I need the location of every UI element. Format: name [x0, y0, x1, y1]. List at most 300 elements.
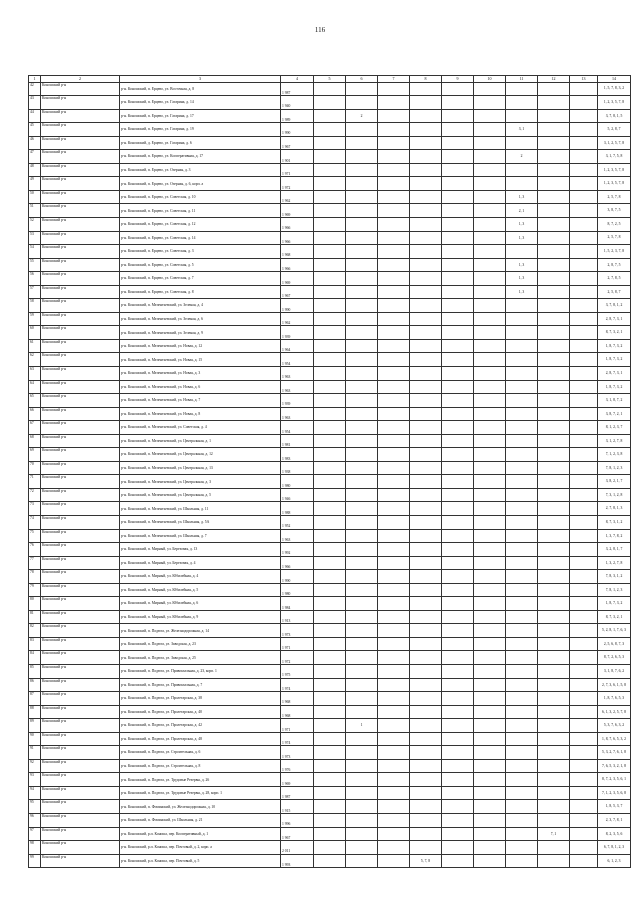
year-built-cell: 1 938 — [281, 461, 314, 475]
district-cell: Коношский р-н — [41, 719, 120, 733]
page-number: 116 — [314, 26, 326, 34]
col-11-cell — [506, 570, 538, 584]
col-12-cell — [538, 651, 570, 665]
col-11-cell — [506, 312, 538, 326]
district-cell: Коношский р-н — [41, 82, 120, 96]
col-9-cell — [442, 827, 474, 841]
col-13-cell — [570, 177, 598, 191]
col-14-cell: 1, 5, 7, 8, 3, 2 — [598, 82, 631, 96]
col-6-cell — [346, 231, 378, 245]
col-9-cell — [442, 326, 474, 340]
year-built-cell: 1 987 — [281, 786, 314, 800]
col-13-cell — [570, 719, 598, 733]
col-12-cell — [538, 475, 570, 489]
col-9-cell — [442, 190, 474, 204]
col-7-cell — [378, 624, 410, 638]
col-5-cell — [314, 719, 346, 733]
row-number-cell: 97 — [29, 827, 41, 841]
col-8-cell — [410, 177, 442, 191]
col-5-cell — [314, 637, 346, 651]
col-9-cell — [442, 814, 474, 828]
col-8-cell — [410, 814, 442, 828]
district-cell: Коношский р-н — [41, 272, 120, 286]
col-7-cell — [378, 448, 410, 462]
col-13-cell — [570, 732, 598, 746]
col-5-cell — [314, 773, 346, 787]
col-13-cell — [570, 448, 598, 462]
year-built-cell: 1 939 — [281, 394, 314, 408]
col-7-cell — [378, 678, 410, 692]
col-11-cell: 1, 3 — [506, 258, 538, 272]
col-7-cell — [378, 394, 410, 408]
year-built-cell: 1 939 — [281, 326, 314, 340]
col-5-cell — [314, 109, 346, 123]
col-13-cell — [570, 759, 598, 773]
col-5-cell — [314, 407, 346, 421]
col-14-cell: 1, 8, 7, 6, 5, 3 — [598, 692, 631, 706]
col-9-cell — [442, 421, 474, 435]
table-row — [29, 448, 631, 462]
address-cell: р-н. Коношский, п. Мелентьевский, ул. Центральная, д. 1 — [120, 434, 281, 448]
col-11-cell — [506, 163, 538, 177]
address-cell: р-н. Коношский, п. Подюга, ул. Трудовые Резервы, д. 28, корп. 1 — [120, 786, 281, 800]
col-7-cell — [378, 597, 410, 611]
col-6-cell — [346, 597, 378, 611]
col-7-cell — [378, 786, 410, 800]
col-8-cell — [410, 488, 442, 502]
col-13-cell — [570, 583, 598, 597]
col-10-cell — [474, 380, 506, 394]
col-9-cell — [442, 380, 474, 394]
district-cell: Коношский р-н — [41, 394, 120, 408]
table-row — [29, 610, 631, 624]
col-5-cell — [314, 190, 346, 204]
address-cell: р-н. Коношский, п. Мелентьевский, ул. Центральная, д. 12 — [120, 448, 281, 462]
col-5-cell — [314, 502, 346, 516]
col-5-cell — [314, 543, 346, 557]
col-10-cell — [474, 841, 506, 855]
col-11-cell — [506, 516, 538, 530]
col-6-cell — [346, 339, 378, 353]
col-5-cell — [314, 231, 346, 245]
col-7-cell — [378, 488, 410, 502]
col-12-cell — [538, 407, 570, 421]
district-cell: Коношский р-н — [41, 326, 120, 340]
col-13-cell — [570, 746, 598, 760]
col-13-cell — [570, 163, 598, 177]
address-cell: р-н. Коношский, п. Мелентьевский, ул. Центральная, д. 13 — [120, 461, 281, 475]
col-11-cell — [506, 245, 538, 259]
col-11-cell — [506, 434, 538, 448]
year-built-cell: 1 969 — [281, 204, 314, 218]
year-built-cell: 2 011 — [281, 841, 314, 855]
col-6-cell — [346, 841, 378, 855]
col-8-cell — [410, 556, 442, 570]
district-cell: Коношский р-н — [41, 488, 120, 502]
col-10-cell — [474, 407, 506, 421]
col-9-cell — [442, 123, 474, 137]
col-5-cell — [314, 434, 346, 448]
col-13-cell — [570, 326, 598, 340]
col-11-cell — [506, 82, 538, 96]
row-number-cell: 61 — [29, 339, 41, 353]
col-6-cell — [346, 421, 378, 435]
col-10-cell — [474, 516, 506, 530]
table-row — [29, 82, 631, 96]
col-13-cell — [570, 854, 598, 868]
col-8-cell — [410, 678, 442, 692]
col-9-cell — [442, 692, 474, 706]
row-number-cell: 89 — [29, 719, 41, 733]
col-14-cell: 1, 8, 7, 3, 2 — [598, 380, 631, 394]
col-11-cell — [506, 800, 538, 814]
col-13-cell — [570, 597, 598, 611]
col-14-cell: 3, 7, 8, 1, 2 — [598, 299, 631, 313]
year-built-cell: 1 980 — [281, 583, 314, 597]
col-10-cell — [474, 814, 506, 828]
col-5-cell — [314, 177, 346, 191]
district-cell: Коношский р-н — [41, 597, 120, 611]
row-number-cell: 62 — [29, 353, 41, 367]
district-cell: Коношский р-н — [41, 516, 120, 530]
district-cell: Коношский р-н — [41, 312, 120, 326]
column-number: 8 — [410, 76, 442, 83]
table-row — [29, 746, 631, 760]
col-10-cell — [474, 448, 506, 462]
address-cell: р-н. Коношский, п. Ерцево, ул. Советская, д. 5 — [120, 258, 281, 272]
col-5-cell — [314, 461, 346, 475]
col-11-cell — [506, 719, 538, 733]
row-number-cell: 82 — [29, 624, 41, 638]
address-cell: р-н. Коношский, п. Мирный, ул. Юбилейная, д. 6 — [120, 597, 281, 611]
col-5-cell — [314, 204, 346, 218]
address-cell: р-н. Коношский, п. Ерцево, ул. Советская, д. 3 — [120, 245, 281, 259]
col-11-cell — [506, 732, 538, 746]
col-14-cell: 2, 7, 8, 5 — [598, 272, 631, 286]
col-14-cell: 2, 5, 7, 8 — [598, 190, 631, 204]
row-number-cell: 92 — [29, 759, 41, 773]
col-5-cell — [314, 556, 346, 570]
address-cell: р-н. Коношский, п. Подюга, ул. Железнодорожная, д. 14 — [120, 624, 281, 638]
table-row — [29, 543, 631, 557]
col-7-cell — [378, 82, 410, 96]
col-11-cell — [506, 705, 538, 719]
district-cell: Коношский р-н — [41, 556, 120, 570]
row-number-cell: 83 — [29, 637, 41, 651]
col-14-cell: 8, 7, 3, 1, 2 — [598, 516, 631, 530]
row-number-cell: 72 — [29, 488, 41, 502]
col-11-cell: 2 — [506, 150, 538, 164]
year-built-cell: 1 968 — [281, 705, 314, 719]
table-row — [29, 692, 631, 706]
district-cell: Коношский р-н — [41, 502, 120, 516]
col-13-cell — [570, 136, 598, 150]
col-7-cell — [378, 217, 410, 231]
address-cell: р-н. Коношский, п. Ерцево, ул. Гагарина, д. 19 — [120, 123, 281, 137]
col-14-cell: 3, 8, 7, 5 — [598, 204, 631, 218]
table-row — [29, 800, 631, 814]
col-6-cell — [346, 529, 378, 543]
table-row — [29, 624, 631, 638]
col-10-cell — [474, 543, 506, 557]
col-8-cell — [410, 434, 442, 448]
col-8-cell — [410, 190, 442, 204]
col-8-cell — [410, 502, 442, 516]
col-11-cell — [506, 637, 538, 651]
col-9-cell — [442, 285, 474, 299]
col-10-cell — [474, 583, 506, 597]
col-5-cell — [314, 163, 346, 177]
col-9-cell — [442, 678, 474, 692]
col-10-cell — [474, 136, 506, 150]
col-10-cell — [474, 692, 506, 706]
col-9-cell — [442, 231, 474, 245]
col-12-cell — [538, 163, 570, 177]
row-number-cell: 98 — [29, 841, 41, 855]
col-6-cell — [346, 96, 378, 110]
district-cell: Коношский р-н — [41, 583, 120, 597]
col-9-cell — [442, 245, 474, 259]
col-7-cell — [378, 434, 410, 448]
col-9-cell — [442, 312, 474, 326]
col-5-cell — [314, 82, 346, 96]
col-9-cell — [442, 570, 474, 584]
col-12-cell — [538, 814, 570, 828]
col-8-cell — [410, 366, 442, 380]
col-9-cell — [442, 353, 474, 367]
col-8-cell — [410, 326, 442, 340]
col-10-cell — [474, 786, 506, 800]
address-cell: р-н. Коношский, п. Ерцево, ул. Советская, д. 7 — [120, 272, 281, 286]
col-13-cell — [570, 516, 598, 530]
col-9-cell — [442, 204, 474, 218]
col-8-cell — [410, 150, 442, 164]
col-14-cell: 3, 1, 2, 7, 8 — [598, 434, 631, 448]
row-number-cell: 85 — [29, 665, 41, 679]
col-14-cell: 1, 5, 2, 3, 7, 8 — [598, 245, 631, 259]
col-13-cell — [570, 258, 598, 272]
col-11-cell — [506, 759, 538, 773]
address-cell: р-н. Коношский, п. Ерцево, ул. Восточная, д. 8 — [120, 82, 281, 96]
col-9-cell — [442, 339, 474, 353]
address-cell: р-н. Коношский, п. Ерцево, ул. Кооперативная, д. 17 — [120, 150, 281, 164]
col-12-cell — [538, 543, 570, 557]
col-10-cell — [474, 434, 506, 448]
col-11-cell — [506, 556, 538, 570]
table-row — [29, 854, 631, 868]
district-cell: Коношский р-н — [41, 543, 120, 557]
col-9-cell — [442, 150, 474, 164]
table-row — [29, 190, 631, 204]
col-10-cell — [474, 719, 506, 733]
year-built-cell: 1 968 — [281, 692, 314, 706]
col-6-cell — [346, 407, 378, 421]
col-11-cell — [506, 475, 538, 489]
col-7-cell — [378, 150, 410, 164]
col-6-cell — [346, 123, 378, 137]
col-10-cell — [474, 299, 506, 313]
col-12-cell — [538, 204, 570, 218]
col-12-cell — [538, 258, 570, 272]
row-number-cell: 65 — [29, 394, 41, 408]
col-9-cell — [442, 475, 474, 489]
col-8-cell — [410, 245, 442, 259]
col-13-cell — [570, 204, 598, 218]
table-row — [29, 326, 631, 340]
col-9-cell — [442, 651, 474, 665]
row-number-cell: 71 — [29, 475, 41, 489]
col-7-cell — [378, 556, 410, 570]
col-14-cell: 8, 1, 2, 3, 7 — [598, 421, 631, 435]
col-12-cell — [538, 353, 570, 367]
district-cell: Коношский р-н — [41, 245, 120, 259]
col-6-cell — [346, 556, 378, 570]
col-8-cell — [410, 204, 442, 218]
address-cell: р-н. Коношский, п. Мелентьевский, ул. Новая, д. 12 — [120, 339, 281, 353]
col-9-cell — [442, 217, 474, 231]
col-13-cell — [570, 529, 598, 543]
col-13-cell — [570, 407, 598, 421]
col-12-cell — [538, 624, 570, 638]
col-9-cell — [442, 610, 474, 624]
year-built-cell: 1 974 — [281, 678, 314, 692]
year-built-cell: 1 975 — [281, 665, 314, 679]
col-14-cell: 2, 7, 3, 6, 1, 5, 8 — [598, 678, 631, 692]
table-row — [29, 570, 631, 584]
col-13-cell — [570, 786, 598, 800]
col-13-cell — [570, 610, 598, 624]
col-12-cell — [538, 299, 570, 313]
row-number-cell: 45 — [29, 123, 41, 137]
col-10-cell — [474, 177, 506, 191]
district-cell: Коношский р-н — [41, 434, 120, 448]
col-9-cell — [442, 800, 474, 814]
col-8-cell — [410, 461, 442, 475]
address-cell: р-н. Коношский, п. Мелентьевский, ул. Школьная, д. 11 — [120, 502, 281, 516]
col-13-cell — [570, 82, 598, 96]
col-10-cell — [474, 556, 506, 570]
col-11-cell: 1, 3 — [506, 217, 538, 231]
year-built-cell: 1 992 — [281, 543, 314, 557]
district-cell: Коношский р-н — [41, 366, 120, 380]
district-cell: Коношский р-н — [41, 678, 120, 692]
table-row — [29, 597, 631, 611]
col-7-cell — [378, 814, 410, 828]
table-row — [29, 231, 631, 245]
col-11-cell: 2, 1 — [506, 204, 538, 218]
table-row — [29, 651, 631, 665]
col-10-cell — [474, 746, 506, 760]
col-9-cell — [442, 841, 474, 855]
col-13-cell — [570, 692, 598, 706]
row-number-cell: 74 — [29, 516, 41, 530]
col-11-cell — [506, 488, 538, 502]
col-13-cell — [570, 814, 598, 828]
col-5-cell — [314, 272, 346, 286]
row-number-cell: 84 — [29, 651, 41, 665]
col-14-cell: 1, 8, 7, 6, 5, 3, 2 — [598, 732, 631, 746]
col-9-cell — [442, 434, 474, 448]
col-5-cell — [314, 516, 346, 530]
address-cell: р-н. Коношский, п. Подюга, ул. Пролетарская, д. 42 — [120, 719, 281, 733]
col-13-cell — [570, 800, 598, 814]
col-9-cell — [442, 759, 474, 773]
col-12-cell — [538, 678, 570, 692]
col-7-cell — [378, 421, 410, 435]
table-row — [29, 502, 631, 516]
col-7-cell — [378, 827, 410, 841]
col-10-cell — [474, 624, 506, 638]
col-8-cell — [410, 353, 442, 367]
col-13-cell — [570, 651, 598, 665]
column-number: 3 — [120, 76, 281, 83]
district-cell: Коношский р-н — [41, 109, 120, 123]
col-10-cell — [474, 258, 506, 272]
row-number-cell: 47 — [29, 150, 41, 164]
col-5-cell — [314, 800, 346, 814]
address-cell: р-н. Коношский, п. Подюга, ул. Пролетарская, д. 40 — [120, 705, 281, 719]
column-number: 1 — [29, 76, 41, 83]
table-body — [29, 76, 631, 868]
col-7-cell — [378, 326, 410, 340]
col-7-cell — [378, 610, 410, 624]
year-built-cell: 1 981 — [281, 434, 314, 448]
col-11-cell — [506, 326, 538, 340]
col-6-cell — [346, 434, 378, 448]
col-5-cell — [314, 624, 346, 638]
col-6-cell — [346, 177, 378, 191]
col-12-cell — [538, 529, 570, 543]
col-11-cell — [506, 651, 538, 665]
table-row — [29, 841, 631, 855]
row-number-cell: 81 — [29, 610, 41, 624]
col-5-cell — [314, 245, 346, 259]
column-number: 2 — [41, 76, 120, 83]
table-row — [29, 786, 631, 800]
col-6-cell — [346, 475, 378, 489]
col-8-cell — [410, 529, 442, 543]
col-7-cell — [378, 637, 410, 651]
column-number: 10 — [474, 76, 506, 83]
year-built-cell: 1 954 — [281, 353, 314, 367]
address-cell: р-н. Коношский, п. Мелентьевский, ул. Новая, д. 8 — [120, 407, 281, 421]
col-12-cell — [538, 421, 570, 435]
district-cell: Коношский р-н — [41, 299, 120, 313]
table-row — [29, 163, 631, 177]
col-8-cell — [410, 841, 442, 855]
col-14-cell: 7, 6, 5, 3, 2, 1, 8 — [598, 759, 631, 773]
year-built-cell: 1 973 — [281, 746, 314, 760]
col-7-cell — [378, 583, 410, 597]
col-14-cell: 1, 2, 3, 5, 7, 8 — [598, 96, 631, 110]
address-cell: р-н. Коношский, п. Мелентьевский, ул. Школьная, д. 5А — [120, 516, 281, 530]
col-11-cell — [506, 529, 538, 543]
year-built-cell: 1 966 — [281, 217, 314, 231]
col-11-cell — [506, 678, 538, 692]
col-8-cell — [410, 394, 442, 408]
district-cell: Коношский р-н — [41, 651, 120, 665]
col-10-cell — [474, 312, 506, 326]
col-9-cell — [442, 854, 474, 868]
row-number-cell: 69 — [29, 448, 41, 462]
district-cell: Коношский р-н — [41, 258, 120, 272]
col-5-cell — [314, 610, 346, 624]
col-13-cell — [570, 475, 598, 489]
address-cell: р-н. Коношский, п. Ерцево, ул. Озерная, д. 6, корп. а — [120, 177, 281, 191]
col-7-cell — [378, 854, 410, 868]
row-number-cell: 44 — [29, 109, 41, 123]
col-14-cell: 3, 8, 7, 2, 1 — [598, 407, 631, 421]
